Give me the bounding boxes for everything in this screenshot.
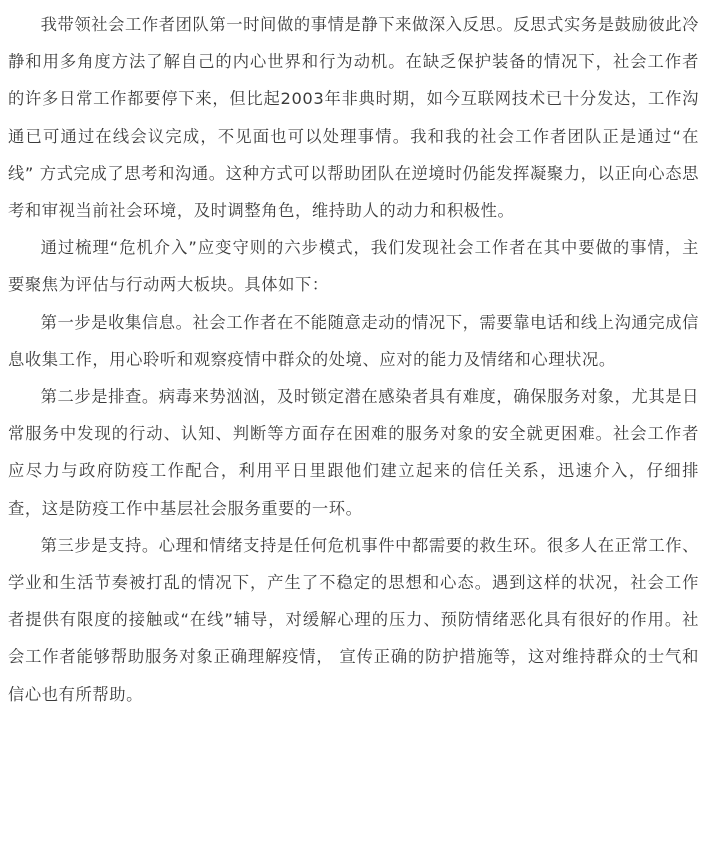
paragraph-step-one: 第一步是收集信息。社会工作者在不能随意走动的情况下，需要靠电话和线上沟通完成信息收集工作，用心聆听和观察疫情中群众的处境、应对的能力及情绪和心理状况。 [8,312,699,369]
paragraph-reflection: 我带领社会工作者团队第一时间做的事情是静下来做深入反思。反思式实务是鼓励彼此冷静和用多角度方法了解自己的内心世界和行为动机。在缺乏保护装备的情况下，社会工作者的许多日常工作都要停下来，但比起2003年非典时期，如今互联网技术已十分发达，工作沟通已可通过在线会议完成，不见面也可以处理事情。我和我的社会工作者团队正是通过“在线” 方式完成了思考和沟通。这种方式可以帮助团队在逆境时仍能发挥凝聚力，以正向心态思考和审视当前社会环境，及时调整角色，维持助人的动力和积极性。 [8,15,699,221]
paragraph-step-two: 第二步是排查。病毒来势汹汹，及时锁定潜在感染者具有难度，确保服务对象，尤其是日常服务中发现的行动、认知、判断等方面存在困难的服务对象的安全就更困难。社会工作者应尽力与政府防疫工作配合，利用平日里跟他们建立起来的信任关系，迅速介入，仔细排查，这是防疫工作中基层社会服务重要的一环。 [8,387,699,518]
paragraph-six-step-intro: 通过梳理“危机介入”应变守则的六步模式，我们发现社会工作者在其中要做的事情，主要聚焦为评估与行动两大板块。具体如下： [8,238,699,295]
paragraph-step-three: 第三步是支持。心理和情绪支持是任何危机事件中都需要的救生环。很多人在正常工作、学业和生活节奏被打乱的情况下，产生了不稳定的思想和心态。遇到这样的状况，社会工作者提供有限度的接触或“在线”辅导，对缓解心理的压力、预防情绪恶化具有很好的作用。社会工作者能够帮助服务对象正确理解疫情， 宣传正确的防护措施等，这对维持群众的士气和信心也有所帮助。 [8,535,699,704]
